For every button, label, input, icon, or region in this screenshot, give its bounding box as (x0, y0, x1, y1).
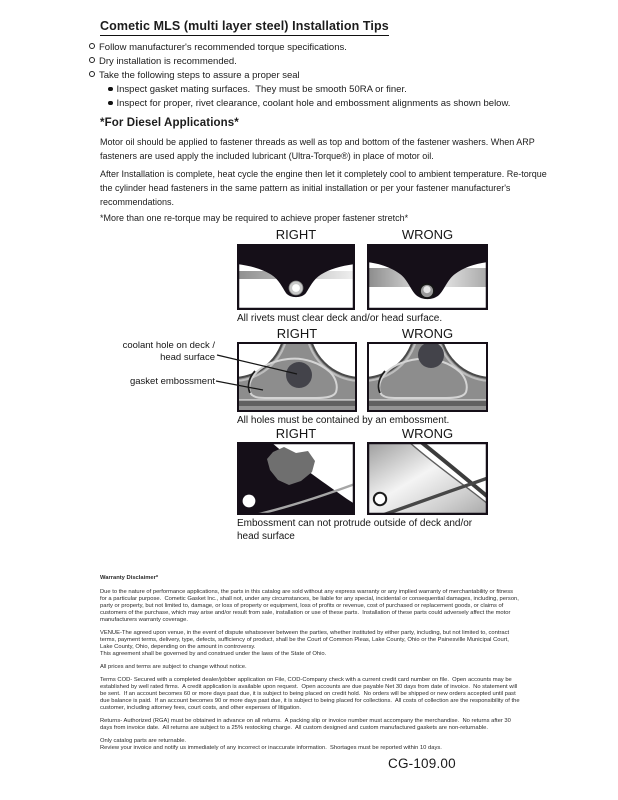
embossment-right-diagram (237, 342, 357, 412)
disclaimer-paragraph: Only catalog parts are returnable. (100, 737, 187, 744)
right-label: RIGHT (276, 326, 318, 341)
sub-bullet-item (108, 98, 510, 110)
rivet-wrong-diagram (367, 244, 488, 310)
page-number: CG-109.00 (388, 756, 456, 771)
right-label: RIGHT (275, 426, 317, 441)
protrusion-wrong-diagram (367, 442, 488, 515)
sub-bullet-item (108, 84, 407, 96)
disclaimer-paragraph: Returns- Authorized (RGA) must be obtained in advance on all returns. A packing slip or invoice number must accompany the merchandise. No returns after 30 days from invoice date. All returns are subject to a 25% restocking charge. All custom designed and custom manufactured gaskets are non-returnable. (100, 717, 513, 731)
bullet-item (89, 70, 300, 82)
bullet-text: Follow manufacturer's recommended torque specifications. (99, 42, 347, 53)
filled-bullet-icon (108, 101, 113, 106)
embossment-wrong-diagram (367, 342, 488, 412)
diesel-paragraph-2: After Installation is complete, heat cycle the engine then let it completely cool to ambient temperature. Re-torque the cylinder head fasteners in the same pattern as initial installation or per your fastener manufacturer's recommendations. (100, 169, 550, 207)
bullet-text: Inspect gasket mating surfaces. They must be smooth 50RA or finer. (116, 84, 407, 95)
disclaimer-paragraph: This agreement shall be governed by and construed under the laws of the State of Ohio. (100, 650, 327, 657)
disclaimer-paragraph: VENUE-The agreed upon venue, in the event of dispute whatsoever between the parties, whether instituted by either party, including, but not limited to, contract terms, payment terms, delivery, type, defects, sufficiency of product, shall be the Court of Common Pleas, Lake County, Ohio or the Painesville Municipal Court, Lake County, Ohio, depending on the amount in controversy. (100, 629, 511, 650)
wrong-label: WRONG (401, 426, 454, 441)
disclaimer-paragraph: All prices and terms are subject to change without notice. (100, 663, 247, 670)
bullet-text: Dry installation is recommended. (99, 56, 237, 67)
disclaimer-paragraph: Due to the nature of performance applications, the parts in this catalog are sold without any express warranty or any implied warranty of merchantability or fitness for a particular purpose. Cometic Gasket Inc., shall not, under any circumstances, be liable for any special, incidental or consequential damages, including, person, party or property, but not limited to, damage, or loss of property or equipment, loss of profits or revenue, cost of purchased or replacement goods, or claims of customers of the purchase, which may arise and/or result from sale, installation or use of these parts. Installation of these parts could adversely affect the motor manufacturers warranty coverage. (100, 588, 521, 623)
wrong-label: WRONG (401, 227, 454, 242)
protrusion-caption: Embossment can not protrude outside of deck and/or head surface (237, 518, 475, 542)
disclaimer-paragraph: Review your invoice and notify us immediately of any incorrect or inaccurate information. Shortages must be reported within 10 days. (100, 744, 442, 751)
bullet-text: Inspect for proper, rivet clearance, coolant hole and embossment alignments as shown below. (116, 98, 511, 109)
disclaimer-paragraph: Terms COD- Secured with a completed dealer/jobber application on File, COD-Company check with a current credit card number on file. Open accounts may be established by well rated firms. A credit application is available upon request. Open accounts are due payable Net 30 days from date of invoice. No statement will be sent. If an account becomes 60 or more days past due, it is subject to being placed on credit hold. No orders will be shipped or new orders accepted until past due balance is paid. If an account becomes 90 or more days past due, it is subject to being placed for collections. All costs of collection are the responsibility of the customer, including attorney fees, court costs, and other expenses of litigation. (100, 676, 522, 711)
embossment-caption: All holes must be contained by an embossment. (237, 415, 450, 426)
warranty-disclaimer (100, 575, 521, 758)
rivet-caption: All rivets must clear deck and/or head surface. (237, 313, 443, 324)
rivet-right-diagram (237, 244, 355, 310)
bullet-text: Take the following steps to assure a proper seal (99, 70, 300, 81)
coolant-hole-label: coolant hole on deck / head surface (122, 340, 215, 363)
retorque-note: *More than one re-torque may be required to achieve proper fastener stretch* (100, 213, 409, 223)
bullet-item (89, 56, 237, 68)
right-label: RIGHT (275, 227, 317, 242)
filled-bullet-icon (108, 87, 113, 92)
open-bullet-icon (89, 43, 95, 49)
disclaimer-heading: Warranty Disclaimer* (100, 575, 159, 581)
diesel-heading: *For Diesel Applications* (100, 117, 239, 129)
open-bullet-icon (89, 71, 95, 77)
wrong-label: WRONG (401, 326, 454, 341)
bullet-item (89, 42, 347, 54)
protrusion-right-diagram (237, 442, 355, 515)
gasket-embossment-label: gasket embossment (129, 376, 215, 387)
diesel-paragraph-1: Motor oil should be applied to fastener threads as well as top and bottom of the fastener washers. When ARP fasteners are used apply the included lubricant (Ultra-Torque®) in place of motor oil. (100, 137, 538, 161)
open-bullet-icon (89, 57, 95, 63)
page-title: Cometic MLS (multi layer steel) Installation Tips (100, 19, 389, 36)
